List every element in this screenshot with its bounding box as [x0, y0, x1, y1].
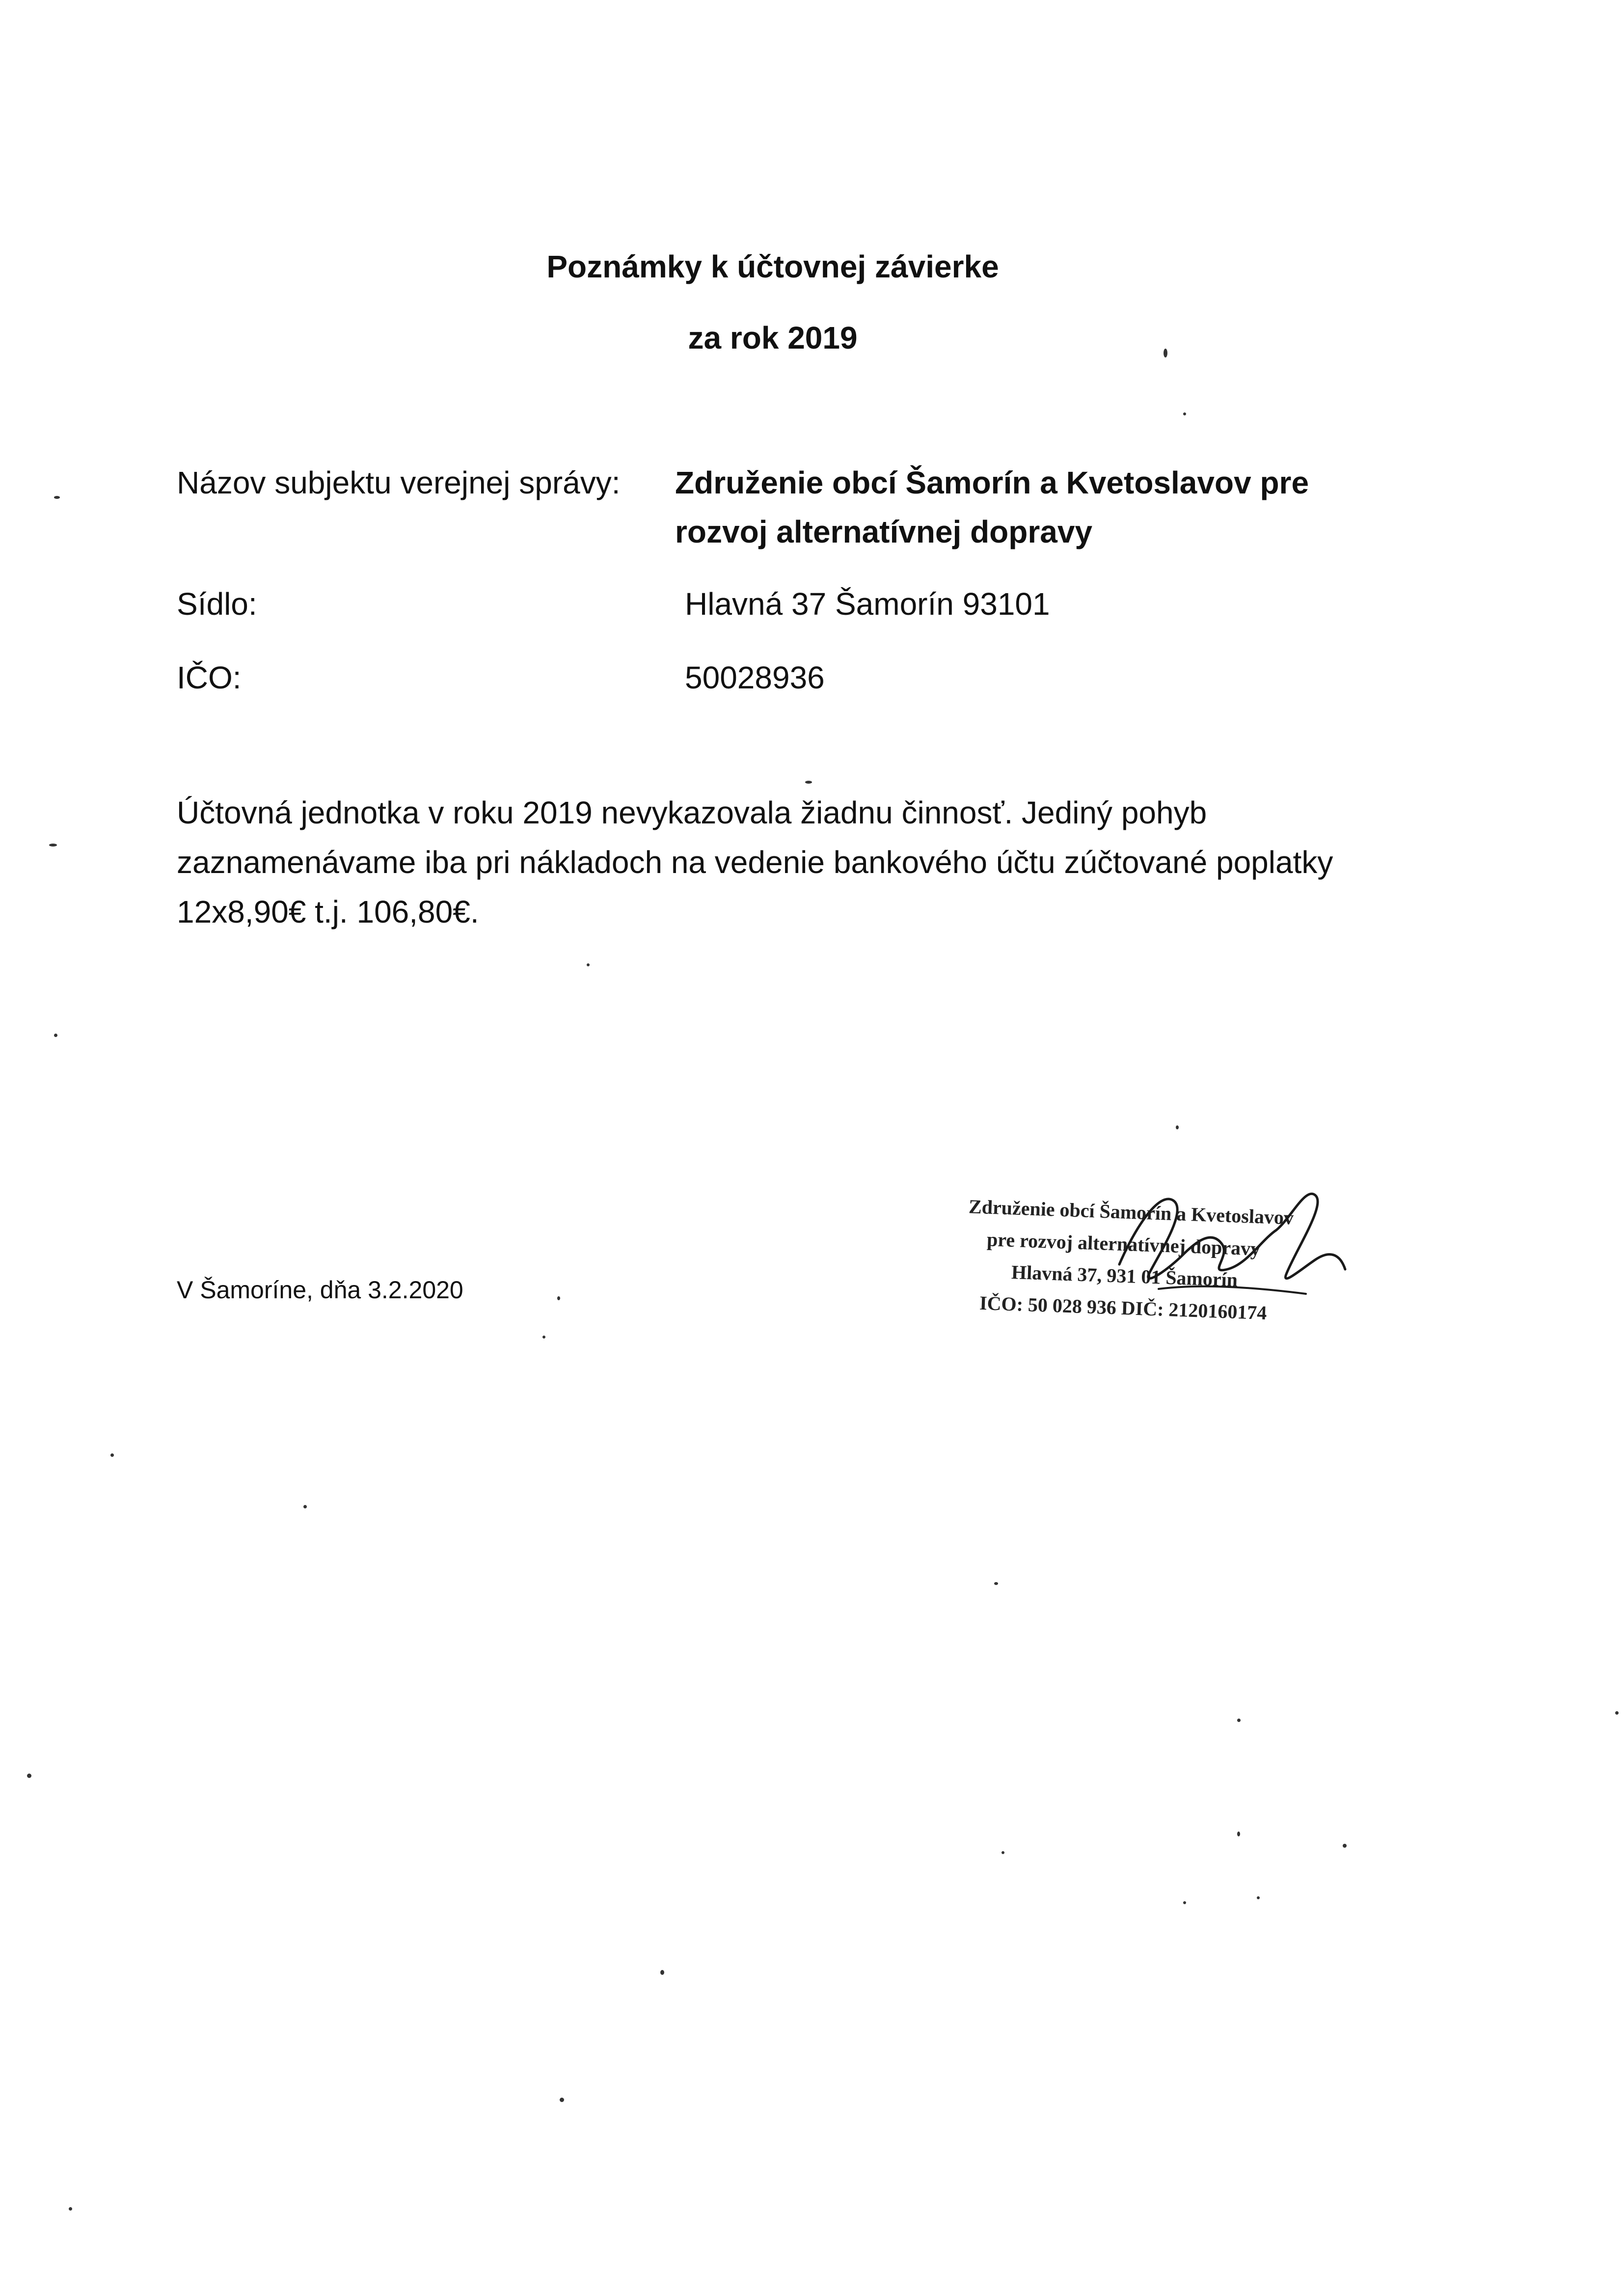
- entity-name-line1: Združenie obcí Šamorín a Kvetoslavov pre: [675, 465, 1309, 500]
- scan-speck: [660, 1970, 664, 1975]
- scan-speck: [54, 496, 60, 499]
- scan-speck: [805, 781, 812, 784]
- scan-speck: [560, 2098, 564, 2102]
- scan-speck: [69, 2207, 72, 2211]
- handwritten-signature: [1100, 1171, 1355, 1328]
- scan-speck: [994, 1582, 998, 1585]
- seat-label: Sídlo:: [177, 586, 257, 622]
- scan-speck: [54, 1034, 57, 1037]
- ico-label: IČO:: [177, 660, 242, 695]
- scan-speck: [1176, 1125, 1179, 1129]
- scan-speck: [1183, 1901, 1186, 1904]
- document-subtitle: za rok 2019: [688, 320, 858, 355]
- entity-name-label: Názov subjektu verejnej správy:: [177, 465, 621, 500]
- scan-speck: [1237, 1719, 1241, 1722]
- document-title: Poznámky k účtovnej závierke: [546, 249, 999, 284]
- body-paragraph: Účtovná jednotka v roku 2019 nevykazovala žiadnu činnosť. Jediný pohyb zaznamenávame iba pri nákladoch na vedenie bankového účtu zúčtované poplatky 12x8,90€ t.j. 106,80€.: [177, 795, 1333, 929]
- stamp-line-address: Hlavná 37, 931 01 Šamorín: [1011, 1260, 1238, 1291]
- scan-speck: [557, 1296, 560, 1300]
- stamp-line-name: Združenie obcí Šamorín a Kvetoslavov: [968, 1195, 1294, 1229]
- scan-speck: [27, 1774, 31, 1778]
- scan-speck: [1001, 1851, 1004, 1854]
- scan-speck: [542, 1336, 545, 1339]
- ico-value: 50028936: [685, 660, 825, 695]
- seat-value: Hlavná 37 Šamorín 93101: [685, 586, 1050, 622]
- place-and-date: V Šamoríne, dňa 3.2.2020: [177, 1276, 463, 1304]
- scan-speck: [110, 1453, 114, 1457]
- stamp-line-purpose: pre rozvoj alternatívnej dopravy: [986, 1228, 1261, 1260]
- entity-name-line2: rozvoj alternatívnej dopravy: [675, 514, 1093, 549]
- scan-speck: [1237, 1831, 1240, 1836]
- scan-speck: [303, 1505, 307, 1508]
- scan-speck: [49, 844, 57, 847]
- scan-speck: [1164, 349, 1167, 357]
- stamp-line-ids: IČO: 50 028 936 DIČ: 2120160174: [979, 1291, 1268, 1324]
- scan-speck: [1257, 1896, 1260, 1899]
- scan-speck: [1343, 1844, 1347, 1848]
- scan-speck: [587, 963, 590, 966]
- scan-speck: [1615, 1711, 1619, 1715]
- scan-speck: [1183, 412, 1186, 415]
